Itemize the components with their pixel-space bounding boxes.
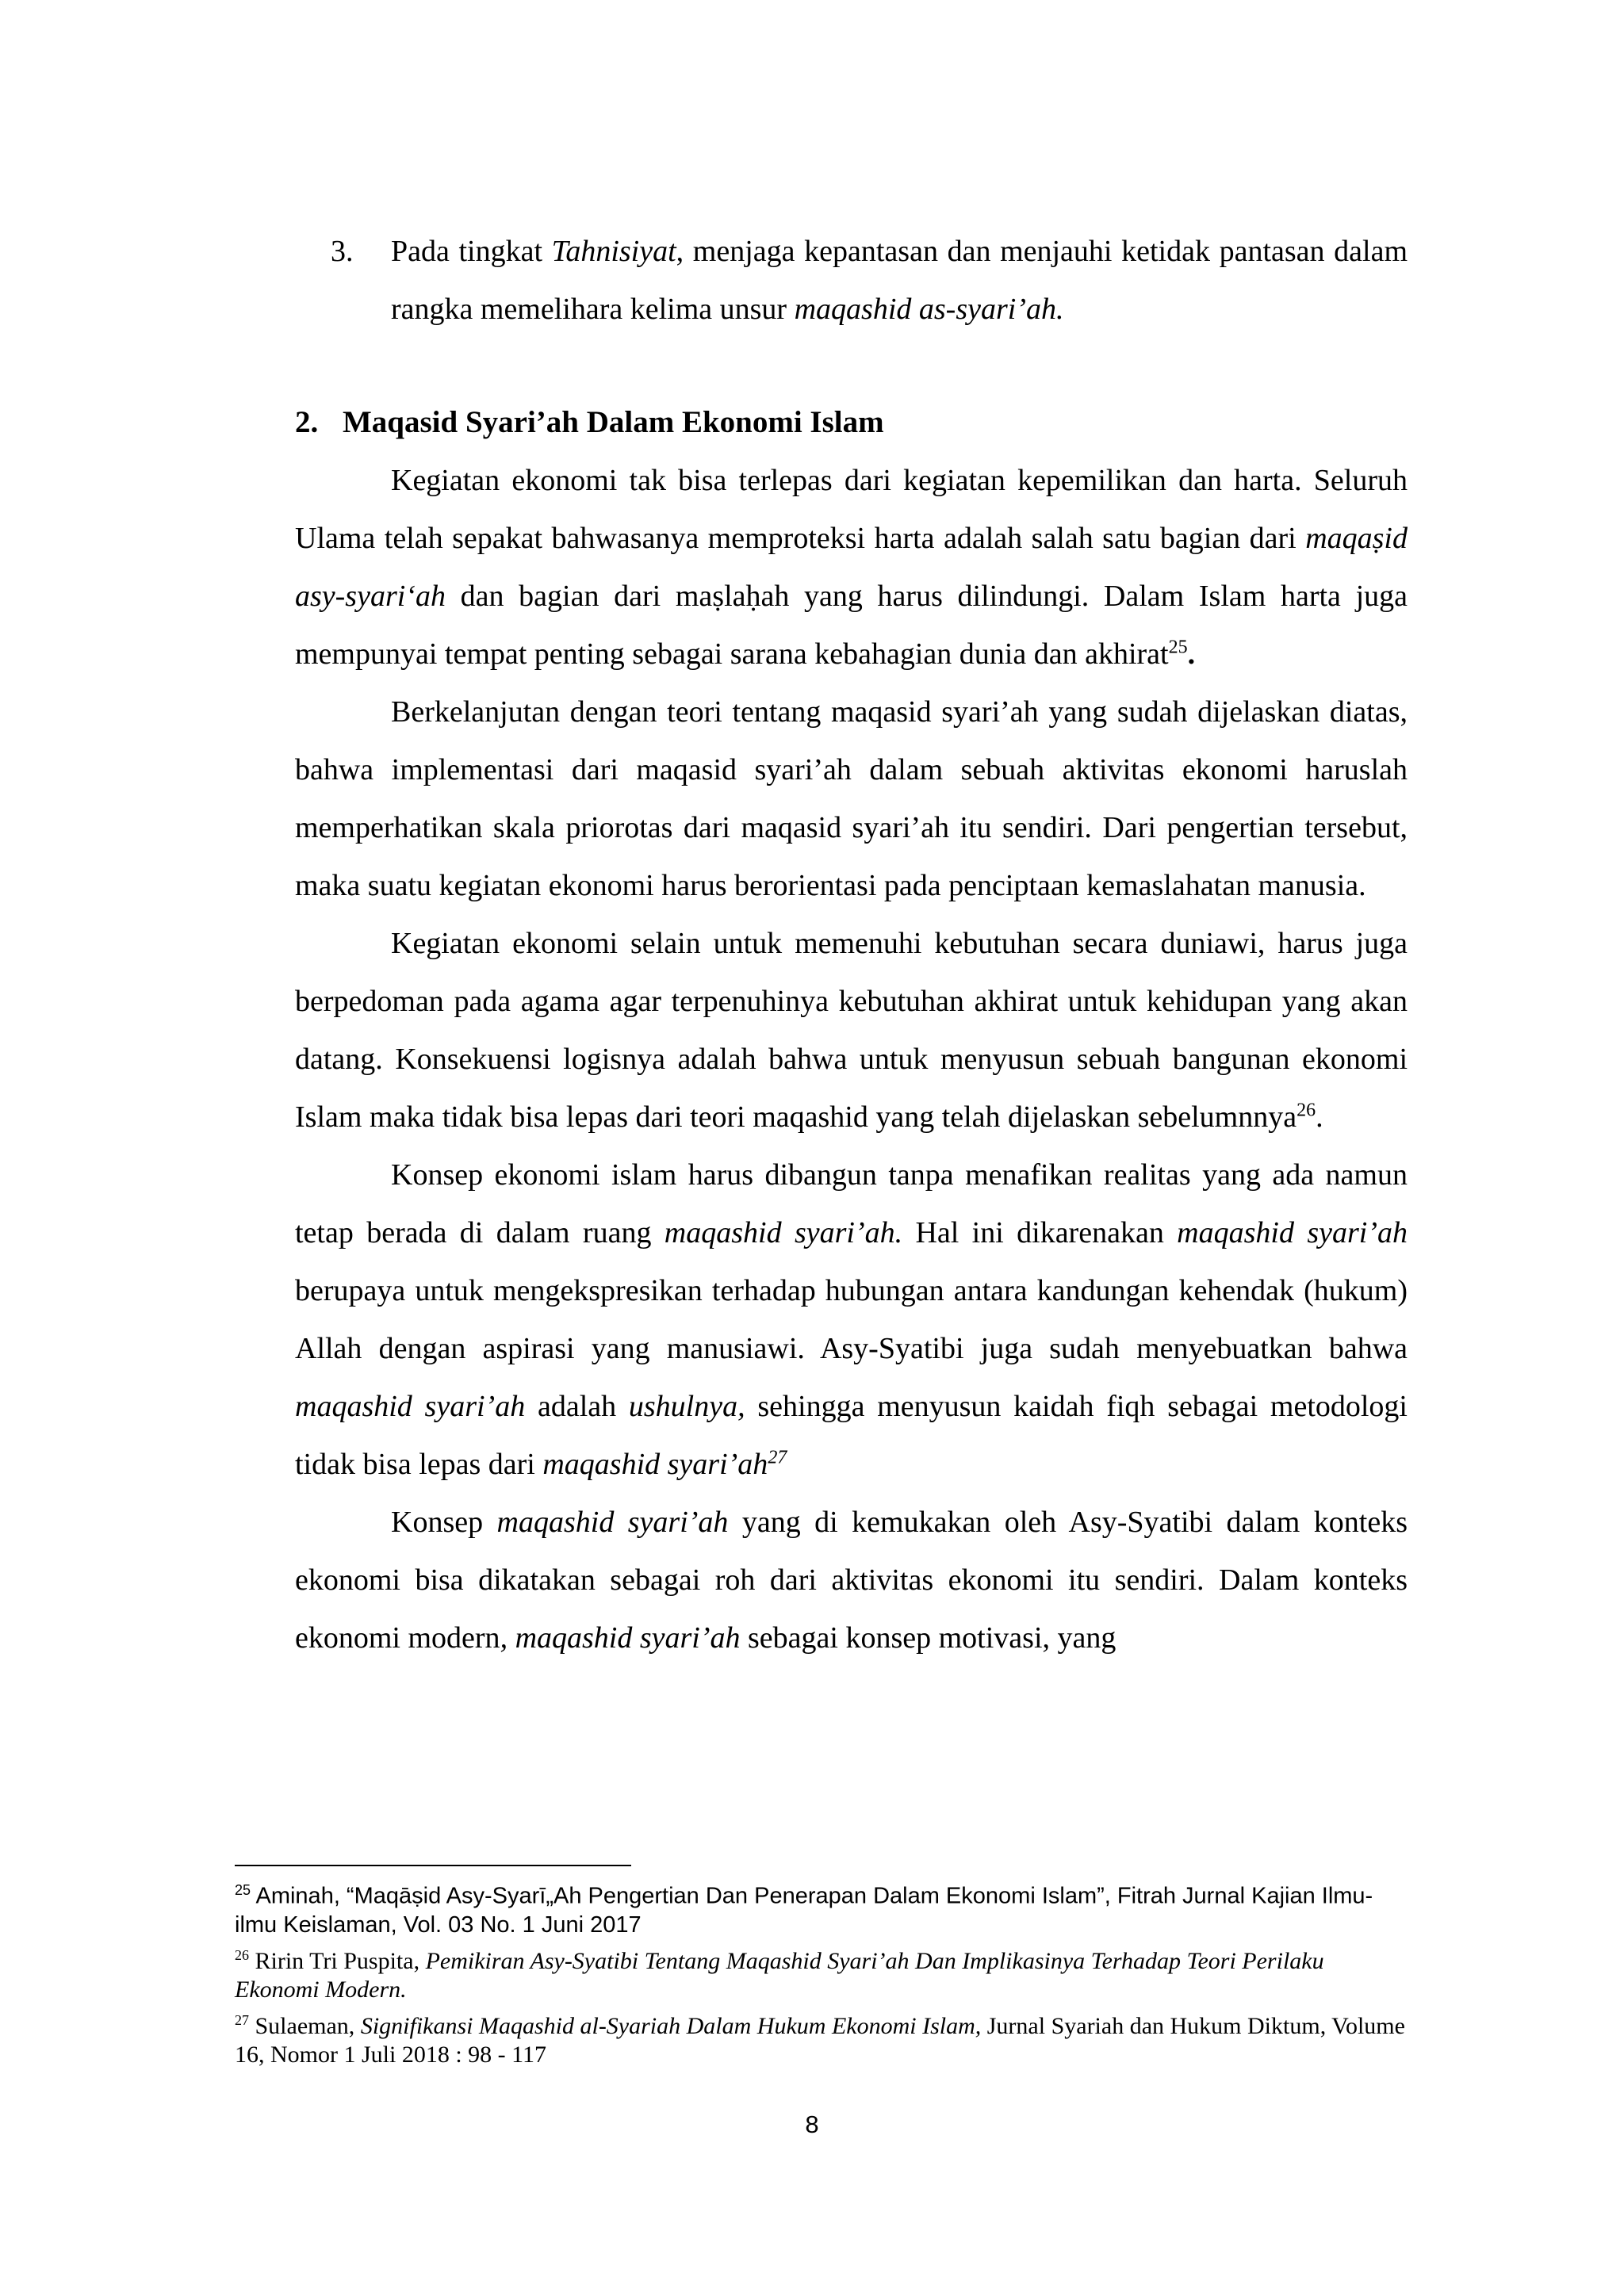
body-text: [295, 452, 1408, 1667]
footnote-separator: [235, 1865, 631, 1866]
footnote-27: $^{27}$ Sulaeman, Signifikansi Maqashid al-Syariah Dalam Hukum Ekonomi Islam, Jurnal Syariah dan Hukum Diktum, Volume 16, Nomor 1 Juli 2018 : 98 - 117: [235, 2011, 1405, 2068]
footnote-25: $^{25}$ Aminah, “Maqāṣid Asy-Syarī„Ah Pengertian Dan Penerapan Dalam Ekonomi Islam”, Fitrah Jurnal Kajian Ilmu-ilmu Keislaman, Vol. 03 No. 1 Juni 2017: [235, 1882, 1373, 1938]
footnote-26: $^{26}$ Ririn Tri Puspita, Pemikiran Asy-Syatibi Tentang Maqashid Syari’ah Dan Implikasinya Terhadap Teori Perilaku Ekonomi Modern.: [235, 1946, 1324, 2003]
list-item-3: [331, 223, 1408, 339]
paragraph-5: Konsep maqashid syari’ah yang di kemukakan oleh Asy-Syatibi dalam konteks ekonomi bisa dikatakan sebagai roh dari aktivitas ekonomi itu sendiri. Dalam konteks ekonomi modern, maqashid syari’ah sebagai konsep motivasi, yang: [295, 1506, 1408, 1655]
section-title: Maqasid Syari’ah Dalam Ekonomi Islam: [343, 405, 884, 439]
paragraph-2: Berkelanjutan dengan teori tentang maqasid syari’ah yang sudah dijelaskan diatas, bahwa implementasi dari maqasid syari’ah dalam sebuah aktivitas ekonomi haruslah memperhatikan skala priorotas dari maqasid syari’ah itu sendiri. Dari pengertian tersebut, maka suatu kegiatan ekonomi harus berorientasi pada penciptaan kemaslahatan manusia.: [295, 695, 1408, 902]
section-number: 2.: [295, 405, 319, 439]
paragraph-3: Kegiatan ekonomi selain untuk memenuhi kebutuhan secara duniawi, harus juga berpedoman pada agama agar terpenuhinya kebutuhan akhirat untuk kehidupan yang akan datang. Konsekuensi logisnya adalah bahwa untuk menyusun sebuah bangunan ekonomi Islam maka tidak bisa lepas dari teori maqashid yang telah dijelaskan sebelumnnya$^{26}$.: [295, 927, 1408, 1134]
page-number: 8: [805, 2110, 819, 2138]
paragraph-1: Kegiatan ekonomi tak bisa terlepas dari kegiatan kepemilikan dan harta. Seluruh Ulama telah sepakat bahwasanya memproteksi harta adalah salah satu bagian dari maqaṣid asy-syari‘ah dan bagian dari maṣlaḥah yang harus dilindungi. Dalam Islam harta juga mempunyai tempat penting sebagai sarana kebahagian dunia dan akhirat$^{25}$.: [295, 464, 1408, 671]
footnotes: [235, 1876, 1408, 2071]
list-item-text: Pada tingkat Tahnisiyat, menjaga kepantasan dan menjauhi ketidak pantasan dalam rangka memelihara kelima unsur maqashid as-syari’ah.: [391, 235, 1408, 326]
section-heading: [295, 393, 884, 451]
footnote-ref-25: 25: [1168, 637, 1188, 658]
list-number: 3.: [331, 235, 354, 268]
footnote-ref-26: 26: [1297, 1100, 1316, 1121]
paragraph-4: Konsep ekonomi islam harus dibangun tanpa menafikan realitas yang ada namun tetap berada di dalam ruang maqashid syari’ah. Hal ini dikarenakan maqashid syari’ah berupaya untuk mengekspresikan terhadap hubungan antara kandungan kehendak (hukum) Allah dengan aspirasi yang manusiawi. Asy-Syatibi juga sudah menyebuatkan bahwa maqashid syari’ah adalah ushulnya, sehingga menyusun kaidah fiqh sebagai metodologi tidak bisa lepas dari maqashid syari’ah$^{27}$: [295, 1158, 1408, 1481]
footnote-ref-27: 27: [768, 1447, 787, 1468]
